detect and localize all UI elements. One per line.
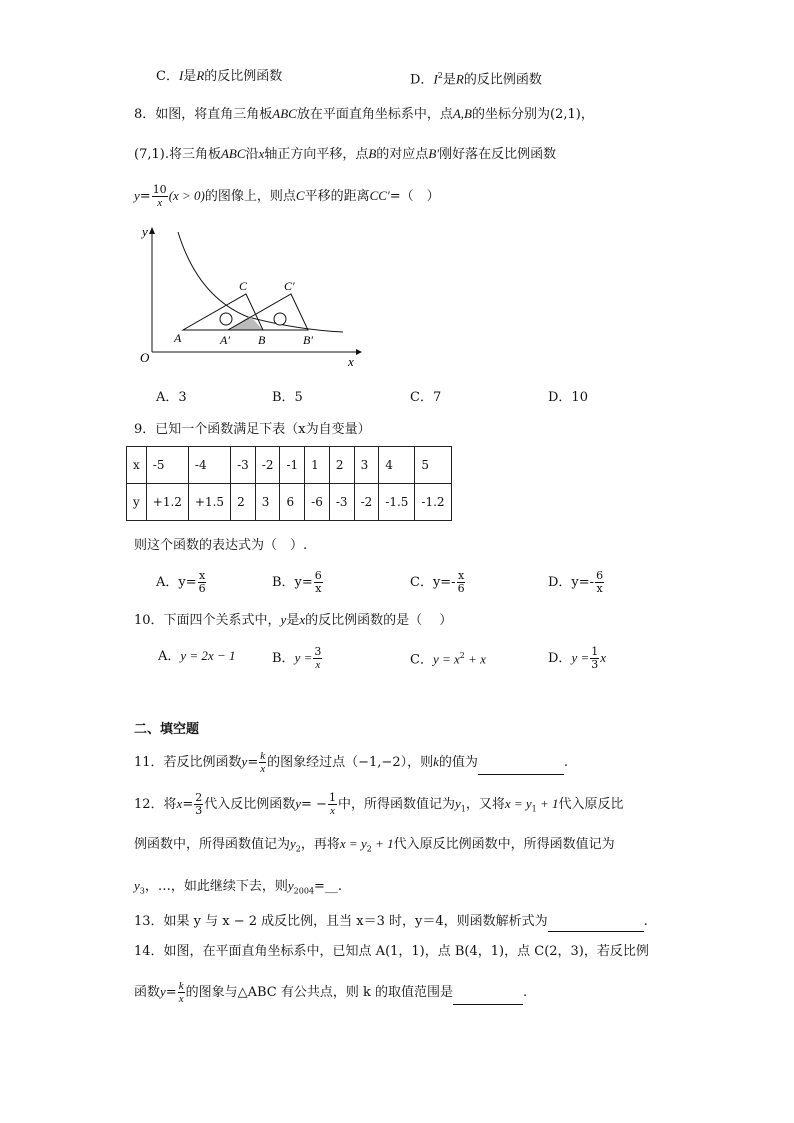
q12-line-3: [134, 876, 342, 902]
numerator: k: [260, 750, 266, 762]
fraction: [457, 570, 466, 595]
table-cell: -3: [329, 484, 354, 521]
label-y: y: [142, 224, 148, 239]
text: 的反比例函数: [463, 72, 542, 88]
option-label: B．y=: [272, 575, 313, 590]
table-cell: 6: [280, 484, 305, 521]
option-letter: C．: [156, 69, 179, 84]
answer-blank[interactable]: [453, 990, 523, 1005]
numerator: x: [199, 569, 206, 582]
fraction: [152, 184, 168, 209]
numerator: 6: [314, 569, 322, 582]
expression: y = 2x − 1: [180, 648, 236, 663]
expression-tail: x: [600, 650, 607, 665]
var-y: y: [295, 796, 302, 811]
text: ，…，如此继续下去，则: [144, 879, 288, 894]
fraction: [313, 646, 322, 671]
expression: x = y: [504, 796, 532, 811]
subscript: 3: [139, 886, 145, 896]
option-label: C．y=-: [410, 575, 456, 590]
answer-blank[interactable]: [548, 917, 644, 932]
q7-option-c: [156, 66, 282, 87]
q13-question: [134, 912, 648, 932]
numerator: 3: [314, 645, 322, 658]
q12-line-1: [134, 792, 624, 820]
x-axis-arrow: [356, 349, 362, 355]
expression-tail: + 1: [536, 796, 559, 811]
hyperbola-curve: [178, 232, 343, 332]
hole-circle: [220, 313, 232, 325]
q14-line-1: 14．如图，在平面直角坐标系中，已知点 A(1，1)，点 B(4，1)，点 C(2，3)，若反比例: [134, 944, 649, 959]
table-cell: -2: [354, 484, 379, 521]
text: 中，所得函数值记为: [337, 797, 455, 812]
table-cell: -1: [280, 447, 305, 484]
condition: (x > 0): [168, 188, 205, 203]
table-cell: 4: [379, 447, 415, 484]
option-letter: D．: [548, 651, 572, 666]
text: 的坐标分别为: [472, 107, 551, 122]
text: 是: [286, 613, 300, 628]
numerator: 2: [195, 791, 203, 804]
q8-option-d: D．10: [548, 390, 588, 405]
subscript: 2004: [293, 886, 315, 896]
answer-blank[interactable]: [478, 760, 564, 775]
expression: y =: [294, 650, 313, 665]
var-y: y: [290, 836, 296, 851]
text: 的图像上，则点: [204, 189, 296, 204]
q8-line-1: [134, 104, 594, 125]
text: 沿: [245, 147, 259, 162]
expression: x = y: [339, 836, 367, 851]
q9-option-d: [548, 570, 605, 595]
q9-option-c: [410, 570, 467, 595]
q9-prompt: 则这个函数的表达式为（ ）.: [134, 538, 308, 553]
text: .将三角板: [164, 147, 221, 162]
q9-title: 9．已知一个函数满足下表（x为自变量）: [134, 422, 371, 437]
q11-question: [134, 750, 568, 775]
text: 平移的距离: [304, 189, 370, 204]
var-abc: ABC: [220, 146, 246, 161]
q9-option-a: [156, 570, 208, 595]
q8-line-3: [134, 184, 440, 209]
table-row-y: [127, 484, 452, 521]
var-y: y: [134, 878, 140, 893]
text: 的对应点: [376, 147, 429, 162]
coord-b: (7,1): [134, 147, 165, 162]
equals: =: [247, 755, 259, 770]
denominator: 6: [457, 582, 465, 595]
exponent: 2: [459, 651, 465, 660]
text: 13．如果 y 与 x − 2 成反比例，且当 x＝3 时，y＝4，则函数解析式为: [134, 914, 548, 929]
expression: y =: [571, 650, 590, 665]
equals: = −: [301, 797, 327, 812]
text: ，再将: [300, 837, 340, 852]
coord-a: (2,1): [550, 107, 581, 122]
denominator: x: [315, 582, 322, 595]
label-c: C: [239, 279, 248, 293]
text: 是: [183, 69, 197, 84]
q8-option-c: C．7: [410, 390, 442, 405]
exponent: 2: [437, 71, 443, 80]
option-label: A．y=: [156, 575, 197, 590]
hole-circle-prime: [274, 313, 286, 325]
text: ，: [580, 107, 594, 122]
var-ab: A,B: [452, 106, 472, 121]
option-letter: D．: [410, 72, 434, 88]
text: 的图象经过点（−1,−2），则: [267, 755, 434, 770]
label-a: A: [174, 331, 182, 345]
denominator: x: [315, 659, 321, 671]
option-letter: B．: [272, 651, 295, 666]
table-cell: x: [127, 447, 147, 484]
fraction: [314, 570, 323, 595]
expression-tail: + x: [464, 651, 486, 667]
var-r: R: [455, 71, 464, 87]
denominator: 6: [198, 582, 206, 595]
fraction: [590, 646, 599, 671]
table-cell: -1.5: [379, 484, 415, 521]
text: 的反比例函数的是（ ）: [305, 613, 453, 628]
var-y: y: [454, 796, 461, 811]
text: 的图象与△ABC 有公共点，则 k 的取值范围是: [185, 985, 453, 1000]
table-cell: -1.2: [415, 484, 451, 521]
option-label: D．y=-: [548, 575, 595, 590]
var-abc: ABC: [272, 106, 297, 121]
text: 代入原反比: [558, 797, 624, 812]
table-cell: -2: [255, 447, 280, 484]
label-x: x: [348, 354, 354, 367]
numerator: x: [457, 569, 465, 582]
fraction: [198, 570, 207, 595]
var-c: C: [295, 188, 305, 203]
text: =（ ）: [389, 189, 440, 204]
q10-option-b: [272, 646, 323, 671]
text: .: [643, 914, 648, 929]
text: 刚好落在反比例函数: [439, 147, 557, 162]
denominator: 3: [591, 658, 599, 671]
text: 函数: [134, 985, 161, 1000]
text: 的值为: [438, 755, 478, 770]
var-b: B: [368, 146, 377, 161]
var-x: x: [258, 146, 265, 161]
text: 轴正方向平移，点: [264, 147, 369, 162]
table-cell: 1: [305, 447, 330, 484]
table-row-x: [127, 447, 452, 484]
var-cc: CC′: [369, 188, 390, 203]
numerator: k: [178, 980, 184, 992]
section-title: 二、填空题: [134, 722, 200, 737]
q8-option-a: A．3: [156, 390, 187, 405]
q7-option-d: [410, 66, 542, 90]
fraction: [259, 750, 266, 775]
table-cell: +1.5: [188, 484, 230, 521]
text: 10．下面四个关系式中，: [134, 613, 281, 628]
var-r: R: [196, 68, 205, 83]
q10-option-a: [158, 646, 235, 667]
denominator: x: [178, 993, 184, 1005]
q12-line-2: [134, 834, 615, 860]
var-y: y: [134, 188, 140, 203]
var-y: y: [280, 612, 287, 627]
label-origin: O: [140, 350, 150, 365]
q8-figure: [128, 222, 368, 367]
var-x: x: [176, 796, 183, 811]
q10-option-d: [548, 646, 606, 671]
text: 例函数中，所得函数值记为: [134, 837, 291, 852]
text: 代入原反比例函数中，所得函数值记为: [393, 837, 615, 852]
fraction: [595, 570, 604, 595]
text: 是: [442, 72, 456, 88]
text: 8．如图，将直角三角板: [134, 107, 273, 122]
option-letter: C．: [410, 652, 433, 668]
text: ，又将: [465, 797, 505, 812]
table-cell: 5: [415, 447, 451, 484]
text: .: [523, 985, 528, 1000]
var-b-prime: B′: [428, 146, 440, 161]
table-cell: -5: [146, 447, 188, 484]
label-a-prime: A′: [220, 333, 230, 347]
q14-line-2: [134, 980, 527, 1005]
equals: =: [139, 189, 151, 204]
table-cell: 2: [329, 447, 354, 484]
fraction: [328, 792, 337, 817]
numerator: 10: [152, 183, 167, 196]
fraction: [178, 980, 185, 1005]
text: 代入反比例函数: [204, 797, 296, 812]
expression-tail: + 1: [371, 836, 394, 851]
text: 的反比例函数: [204, 69, 283, 84]
table-cell: -4: [188, 447, 230, 484]
q9-option-b: [272, 570, 324, 595]
subscript: 2: [295, 844, 301, 854]
label-b: B: [258, 333, 266, 347]
table-cell: y: [127, 484, 147, 521]
text: 放在平面直角坐标系中，点: [296, 107, 453, 122]
denominator: x: [596, 582, 603, 595]
var-i: I: [178, 68, 184, 83]
q8-option-b: B．5: [272, 390, 303, 405]
table-cell: +1.2: [146, 484, 188, 521]
table-cell: -6: [305, 484, 330, 521]
var-k: k: [433, 754, 439, 769]
subscript: 2: [366, 844, 372, 854]
var-y: y: [160, 984, 166, 999]
table-cell: 2: [231, 484, 256, 521]
denominator: x: [260, 763, 266, 775]
subscript: 1: [531, 804, 537, 814]
table-cell: -3: [231, 447, 256, 484]
var-y: y: [241, 754, 248, 769]
table-cell: 3: [354, 447, 379, 484]
text: 11．若反比例函数: [134, 755, 242, 770]
var-y: y: [287, 878, 294, 893]
var-x: x: [299, 612, 306, 627]
numerator: 6: [596, 569, 604, 582]
q10-question: [134, 610, 452, 631]
table-cell: 3: [255, 484, 280, 521]
text: =__.: [314, 879, 343, 894]
option-letter: A．: [158, 649, 181, 664]
y-axis-arrow: [149, 227, 155, 234]
label-c-prime: C′: [284, 279, 295, 293]
denominator: x: [157, 197, 163, 209]
subscript: 1: [460, 804, 466, 814]
equals: =: [165, 985, 177, 1000]
numerator: 1: [591, 645, 599, 658]
q9-table: [126, 446, 452, 521]
text: 12．将: [134, 797, 177, 812]
expression: y = x: [432, 651, 460, 667]
q8-line-2: [134, 144, 556, 165]
equals: =: [182, 797, 194, 812]
numerator: 1: [328, 791, 336, 804]
label-b-prime: B′: [303, 333, 313, 347]
text: .: [563, 755, 569, 770]
var-i: I: [433, 71, 438, 87]
fraction: [194, 792, 203, 817]
denominator: x: [330, 805, 335, 817]
denominator: 3: [195, 804, 203, 817]
q10-option-c: [410, 646, 486, 670]
